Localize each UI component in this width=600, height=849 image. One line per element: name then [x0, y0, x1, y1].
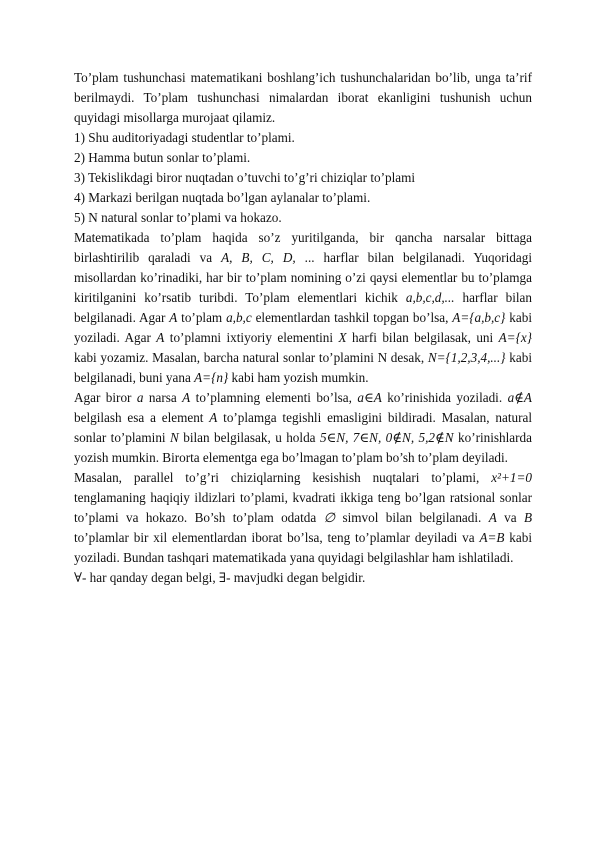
text-run: ... harflar bilan belgilanadi. Yuqoridagi misollardan ko’rinadiki, har bir to’plam nomining o’zi qaysi elementlar bu to’plamga kiritilganini ko’rsatib turibdi. To’plam elementlari kichik	[74, 250, 532, 305]
text-run: to’plamning elementi bo’lsa,	[190, 390, 358, 405]
text-run: elementlardan tashkil topgan bo’lsa,	[251, 310, 453, 325]
text-run: bilan belgilasak, u holda	[178, 430, 320, 445]
text-run: kabi yozamiz. Masalan, barcha natural sonlar to’plamini N desak,	[74, 350, 428, 365]
text-run: simvol bilan belgilanadi.	[335, 510, 489, 525]
math-symbol: A	[156, 330, 165, 345]
text-run: belgilash esa a element	[74, 410, 210, 425]
list-item: 3) Tekislikdagi biror nuqtadan o’tuvchi to’g’ri chiziqlar to’plami	[74, 170, 416, 185]
math-symbol: a	[136, 390, 144, 405]
membership-paragraph	[74, 388, 532, 468]
intro-paragraph: To’plam tushunchasi matematikani boshlang’ich tushunchalaridan bo’lib, unga ta’rif berilmaydi. To’plam tushunchasi nimalardan iborat ekanligini tushunish uchun quyidagi misollarga murojaat qilamiz.	[74, 70, 532, 125]
list-item: 1) Shu auditoriyadagi studentlar to’plami.	[74, 130, 295, 145]
math-symbol: a,b,c	[226, 310, 252, 325]
text-run: Masalan, parallel to’g’ri chiziqlarning kesishish nuqtalari to’plami,	[74, 470, 492, 485]
text-run: - mavjudki degan belgidir.	[226, 570, 366, 585]
math-symbol: A	[182, 390, 191, 405]
math-symbol: A, B, C, D,	[221, 250, 296, 265]
text-run: to’plamga tegishli emasligini bildiradi. Masalan, natural sonlar to’plamini	[74, 410, 532, 445]
text-run: to’plamlar bir xil elementlardan iborat bo’lsa, teng to’plamlar deyiladi va	[74, 530, 480, 545]
text-run: kabi belgilanadi, buni yana	[74, 350, 532, 385]
text-run: kabi ham yozish mumkin.	[228, 370, 369, 385]
math-symbol: a,b,c,d,...	[405, 290, 455, 305]
math-symbol: A	[209, 410, 218, 425]
text-run: va	[496, 510, 524, 525]
math-symbol: A	[169, 310, 178, 325]
text-run: harflar bilan belgilanadi. Agar	[74, 290, 532, 325]
text-run: harfi bilan belgilasak, uni	[346, 330, 499, 345]
math-symbol: a∉A	[507, 390, 532, 405]
quantifier-paragraph	[74, 568, 532, 588]
math-symbol: A={x}	[498, 330, 532, 345]
math-symbol: N	[170, 430, 179, 445]
text-run: ko’rinishida yoziladi.	[381, 390, 508, 405]
math-symbol: A	[488, 510, 497, 525]
math-symbol: B	[523, 510, 532, 525]
exists-symbol: ∃	[218, 570, 227, 585]
math-symbol: X	[338, 330, 347, 345]
math-symbol: A={n}	[194, 370, 229, 385]
text-run: kabi yoziladi. Bundan tashqari matematikada yana quyidagi belgilashlar ham ishlatiladi.	[74, 530, 532, 565]
text-run: tenglamaning haqiqiy ildizlari to’plami, kvadrati ikkiga teng bo’lgan ratsional sonlar to’plami va hokazo. Bo’sh to’plam odatda	[74, 490, 532, 525]
math-symbol: A=B	[479, 530, 505, 545]
math-symbol: x²+1=0	[491, 470, 532, 485]
list-item: 2) Hamma butun sonlar to’plami.	[74, 150, 251, 165]
text-run: to’plamni ixtiyoriy elementini	[164, 330, 339, 345]
list-item: 4) Markazi berilgan nuqtada bo’lgan aylanalar to’plami.	[74, 190, 371, 205]
definition-paragraph	[74, 228, 532, 388]
empty-set-paragraph	[74, 468, 532, 568]
text-run: - har qanday degan belgi,	[81, 570, 219, 585]
document-page	[74, 68, 532, 588]
math-symbol: N={1,2,3,4,...}	[427, 350, 506, 365]
text-run: narsa	[143, 390, 183, 405]
empty-set-symbol: ∅	[323, 510, 336, 525]
forall-symbol: ∀	[74, 570, 82, 585]
text-run: kabi yoziladi. Agar	[74, 310, 532, 345]
math-symbol: 5∈N, 7∈N, 0∉N, 5,2∉N	[319, 430, 454, 445]
text-run: to’plam	[177, 310, 227, 325]
list-item: 5) N natural sonlar to’plami va hokazo.	[74, 210, 282, 225]
math-symbol: A={a,b,c}	[452, 310, 506, 325]
text-run: Agar biror	[74, 390, 137, 405]
math-symbol: a∈A	[357, 390, 382, 405]
text-run: ko’rinishlarda yozish mumkin. Birorta elementga ega bo’lmagan to’plam bo’sh to’plam deyiladi.	[74, 430, 532, 465]
text-run: Matematikada to’plam haqida so’z yuritilganda, bir qancha narsalar bittaga birlashtirilib qaraladi va	[74, 230, 532, 265]
